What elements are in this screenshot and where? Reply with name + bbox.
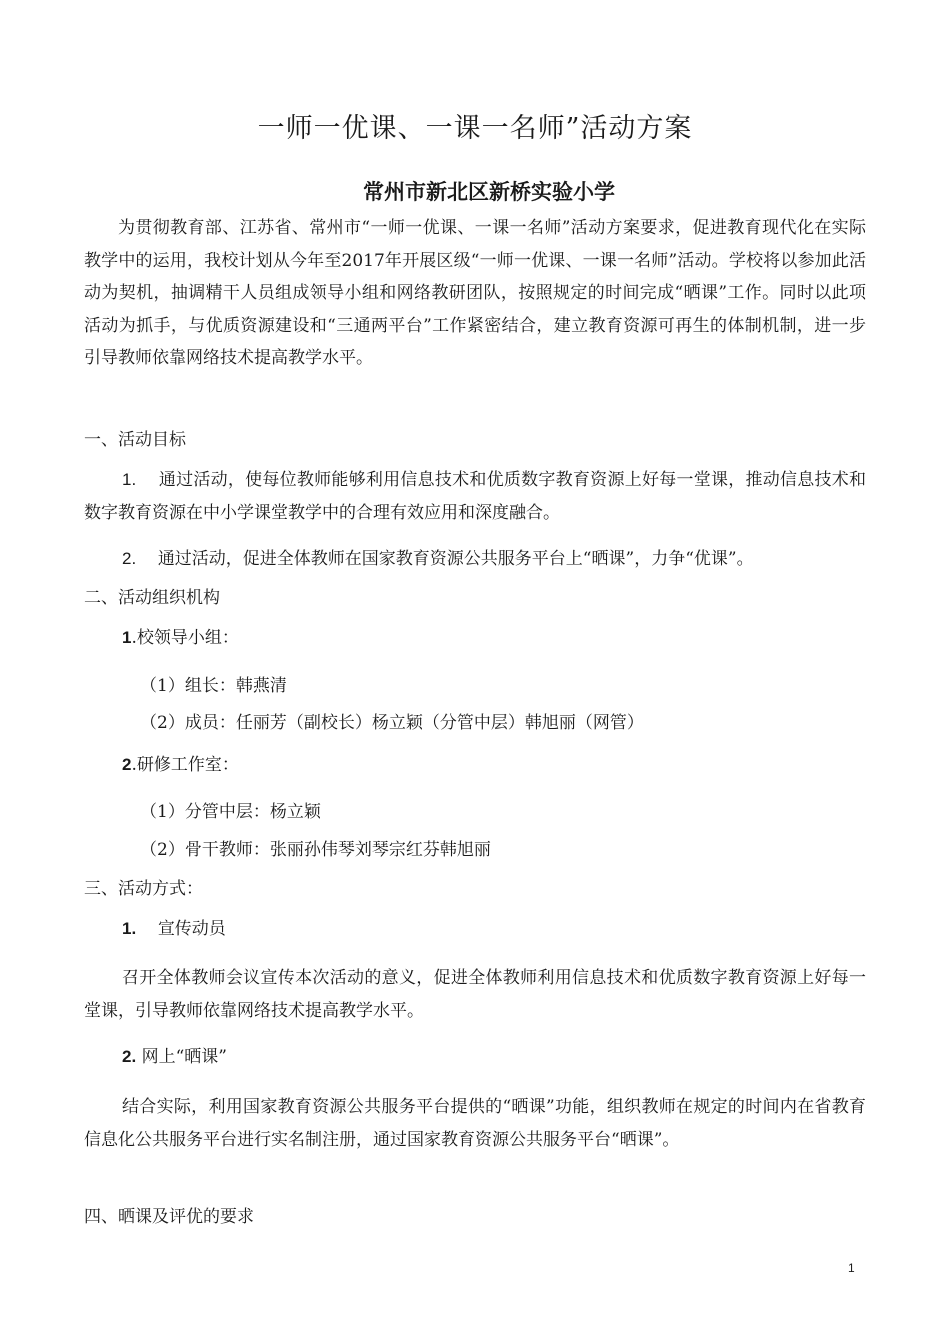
intro-paragraph: 为贯彻教育部、江苏省、常州市“一师一优课、一课一名师”活动方案要求，促进教育现代化在实际教学中的运用，我校计划从今年至2017年开展区级“一师一优课、一课一名师”活动。学校将以参加此活动为契机，抽调精干人员组成领导小组和网络教研团队，按照规定的时间完成“晒课”工作。同时以此项活动为抓手，与优质资源建设和“三通两平台”工作紧密结合，建立教育资源可再生的体制机制，进一步引导教师依靠网络技术提高教学水平。 xyxy=(84,218,866,368)
org-group-1-number: 1 xyxy=(122,628,132,647)
goal-item-1-number: 1. xyxy=(122,470,137,489)
method-2-text: 结合实际，利用国家教育资源公共服务平台提供的“晒课”功能，组织教师在规定的时间内在省教育信息化公共服务平台进行实名制注册，通过国家教育资源公共服务平台“晒课”。 xyxy=(84,1097,866,1150)
method-1-label: 宣传动员 xyxy=(157,919,226,939)
page-number: 1 xyxy=(848,1261,855,1275)
org-group-2 xyxy=(122,753,239,777)
method-1-text: 召开全体教师会议宣传本次活动的意义，促进全体教师利用信息技术和优质数字教育资源上好每一堂课，引导教师依靠网络技术提高教学水平。 xyxy=(84,968,866,1021)
goal-item-1-text: 通过活动，使每位教师能够利用信息技术和优质数字教育资源上好每一堂课，推动信息技术和数字教育资源在中小学课堂教学中的合理有效应用和深度融合。 xyxy=(84,470,866,523)
goal-item-2-text: 通过活动，促进全体教师在国家教育资源公共服务平台上“晒课”，力争“优课”。 xyxy=(157,549,754,569)
section-1-heading: 一、活动目标 xyxy=(84,430,186,450)
method-1-number: 1. xyxy=(122,919,137,938)
method-2-number: 2. xyxy=(122,1047,137,1066)
org-group-1-leader: （1）组长：韩燕清 xyxy=(140,676,287,696)
org-group-1 xyxy=(122,626,239,650)
document-title: 一师一优课、一课一名师”活动方案 xyxy=(257,113,693,144)
method-2-heading xyxy=(122,1045,227,1069)
method-1-heading xyxy=(122,917,226,941)
org-group-2-number: 2 xyxy=(122,755,132,774)
section-2-heading: 二、活动组织机构 xyxy=(84,588,220,608)
section-4-heading: 四、晒课及评优的要求 xyxy=(84,1207,254,1227)
org-group-2-teachers: （2）骨干教师：张丽孙伟琴刘琴宗红芬韩旭丽 xyxy=(140,840,491,860)
org-group-2-label: .研修工作室： xyxy=(131,755,239,775)
goal-item-1 xyxy=(84,464,866,529)
section-3-heading: 三、活动方式： xyxy=(84,879,203,899)
goal-item-2 xyxy=(84,543,866,576)
org-group-2-manager: （1）分管中层：杨立颖 xyxy=(140,802,321,822)
goal-item-2-number: 2. xyxy=(122,549,137,568)
org-group-1-label: .校领导小组： xyxy=(131,628,239,648)
method-2-label: 网上“晒课” xyxy=(141,1047,227,1067)
document-subtitle: 常州市新北区新桥实验小学 xyxy=(363,180,615,204)
org-group-1-members: （2）成员：任丽芳（副校长）杨立颖（分管中层）韩旭丽（网管） xyxy=(140,713,644,733)
